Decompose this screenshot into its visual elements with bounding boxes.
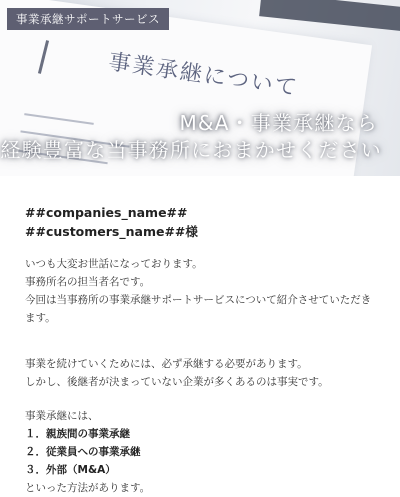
greeting-line: いつも大変お世話になっております。 bbox=[25, 258, 203, 270]
methods-outro: といった方法があります。 bbox=[25, 482, 151, 494]
method-item: ２．従業員への事業承継 bbox=[25, 446, 141, 458]
customers-name-placeholder: ##customers_name##様 bbox=[25, 224, 198, 239]
hero-headline-line1: M&A・事業承継なら bbox=[179, 111, 378, 135]
hero-headline-line2: 経験豊富な当事務所におまかせください bbox=[0, 138, 382, 162]
method-item: ３．外部（M&A） bbox=[25, 464, 116, 476]
methods-heading: 事業承継には、 bbox=[25, 410, 99, 422]
document-title: 事業承継について bbox=[106, 49, 301, 102]
greeting-line: 事務所名の担当者名です。 bbox=[25, 276, 151, 288]
hero-banner bbox=[0, 0, 400, 176]
letter-body bbox=[0, 176, 400, 497]
hero-headline bbox=[0, 110, 382, 164]
companies-name-placeholder: ##companies_name## bbox=[25, 205, 188, 220]
pen-shadow bbox=[259, 0, 400, 32]
greeting-line: 今回は当事務所の事業承継サポートサービスについて紹介させていただきます。 bbox=[25, 294, 372, 324]
service-tag: 事業承継サポートサービス bbox=[7, 8, 169, 30]
method-item: １．親族間の事業承継 bbox=[25, 428, 130, 440]
intro-line: 事業を続けていくためには、必ず承継する必要があります。 bbox=[25, 358, 308, 370]
intro-line: しかし、後継者が決まっていない企業が多くあるのは事実です。 bbox=[25, 376, 329, 388]
